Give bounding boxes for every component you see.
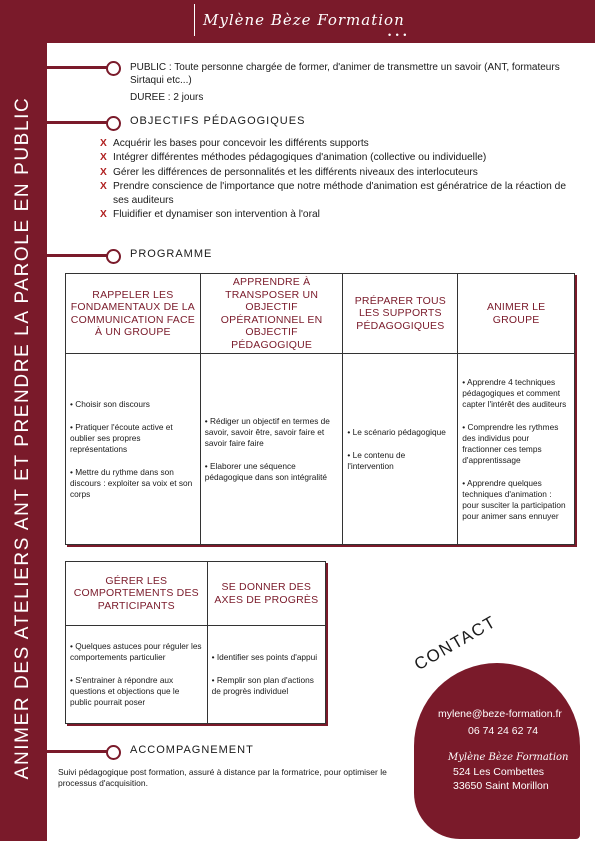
section-marker-circle bbox=[106, 116, 121, 131]
objectif-item: X Gérer les différences de personnalités et les différents niveaux des interlocuteurs bbox=[100, 166, 570, 180]
objectif-item: X Acquérir les bases pour concevoir les différents supports bbox=[100, 137, 570, 151]
public-text: PUBLIC : Toute personne chargée de former, d'animer de transmettre un savoir (ANT, formateurs Sirtaqui etc...) bbox=[130, 62, 560, 86]
contact-email[interactable]: mylene@beze-formation.fr bbox=[438, 708, 562, 720]
table-header: ANIMER LE GROUPE bbox=[458, 274, 575, 354]
programme-table-1 bbox=[65, 273, 575, 545]
table-header: RAPPELER LES FONDAMENTAUX DE LA COMMUNICATION FACE À UN GROUPE bbox=[66, 274, 201, 354]
table-cell: • Identifier ses points d'appui • Remplir son plan d'actions de progrès individuel bbox=[207, 626, 325, 724]
table-header: APPRENDRE À TRANSPOSER UN OBJECTIF OPÉRATIONNEL EN OBJECTIF PÉDAGOGIQUE bbox=[200, 274, 343, 354]
table-header: GÉRER LES COMPORTEMENTS DES PARTICIPANTS bbox=[66, 562, 208, 626]
table-cell: • Apprendre 4 techniques pédagogiques et comment capter l'intérêt des auditeurs • Comprendre les rythmes des individus pour fractionner ces temps d'apprentissage • Apprendre quelques techniques d'animation : pour susciter la participation pour animer sans ennuyer bbox=[458, 354, 575, 545]
table-cell: • Le scénario pédagogique • Le contenu de l'intervention bbox=[343, 354, 458, 545]
contact-signature: Mylène Bèze Formation bbox=[448, 752, 569, 763]
section-marker-circle bbox=[106, 61, 121, 76]
table-cell: • Rédiger un objectif en termes de savoir, savoir être, savoir faire et savoir faire faire • Elaborer une séquence pédagogique dans son intégralité bbox=[200, 354, 343, 545]
objectifs-list bbox=[100, 137, 570, 223]
section-marker-circle bbox=[106, 249, 121, 264]
contact-address-line1: 524 Les Combettes bbox=[453, 766, 545, 778]
x-bullet-icon: X bbox=[100, 152, 107, 164]
section-marker-circle bbox=[106, 745, 121, 760]
duree-text: DUREE : 2 jours bbox=[130, 92, 204, 103]
x-bullet-icon: X bbox=[100, 166, 107, 178]
objectif-item: X Fluidifier et dynamiser son intervention à l'oral bbox=[100, 208, 570, 222]
x-bullet-icon: X bbox=[100, 138, 107, 149]
table-cell: • Quelques astuces pour réguler les comportements particulier • S'entrainer à répondre aux questions et objections que le public pourrait poser bbox=[66, 626, 208, 724]
x-bullet-icon: X bbox=[100, 209, 107, 221]
vertical-page-title: ANIMER DES ATELIERS ANT ET PRENDRE LA PAROLE EN PUBLIC bbox=[12, 96, 33, 780]
section-connector-line bbox=[47, 750, 109, 753]
x-bullet-icon: X bbox=[100, 180, 107, 192]
programme-title: PROGRAMME bbox=[130, 248, 213, 260]
contact-phone[interactable]: 06 74 24 62 74 bbox=[468, 725, 539, 737]
programme-table-2 bbox=[65, 561, 326, 724]
section-connector-line bbox=[47, 254, 109, 257]
section-connector-line bbox=[47, 66, 109, 69]
contact-panel bbox=[414, 663, 580, 839]
contact-address-line2: 33650 Saint Morillon bbox=[453, 780, 549, 792]
objectifs-title: OBJECTIFS PÉDAGOGIQUES bbox=[130, 115, 306, 127]
objectif-item: X Prendre conscience de l'importance que notre méthode d'animation est génératrice de la réaction de ses auditeurs bbox=[100, 180, 566, 207]
brand-dots: • • • bbox=[388, 30, 408, 40]
contact-title: CONTACT bbox=[411, 611, 500, 675]
table-header: PRÉPARER TOUS LES SUPPORTS PÉDAGOGIQUES bbox=[343, 274, 458, 354]
objectif-item: X Intégrer différentes méthodes pédagogiques d'animation (collective ou individuelle) bbox=[100, 151, 570, 165]
table-cell: • Choisir son discours • Pratiquer l'écoute active et oublier ses propres représentations • Mettre du rythme dans son discours : exploiter sa voix et son corps bbox=[66, 354, 201, 545]
accompagnement-text: Suivi pédagogique post formation, assuré à distance par la formatrice, pour optimiser le processus d'acquisition. bbox=[58, 767, 387, 788]
accompagnement-title: ACCOMPAGNEMENT bbox=[130, 744, 254, 756]
section-connector-line bbox=[47, 121, 109, 124]
table-header: SE DONNER DES AXES DE PROGRÈS bbox=[207, 562, 325, 626]
brand-logo: Mylène Bèze Formation bbox=[194, 4, 405, 36]
